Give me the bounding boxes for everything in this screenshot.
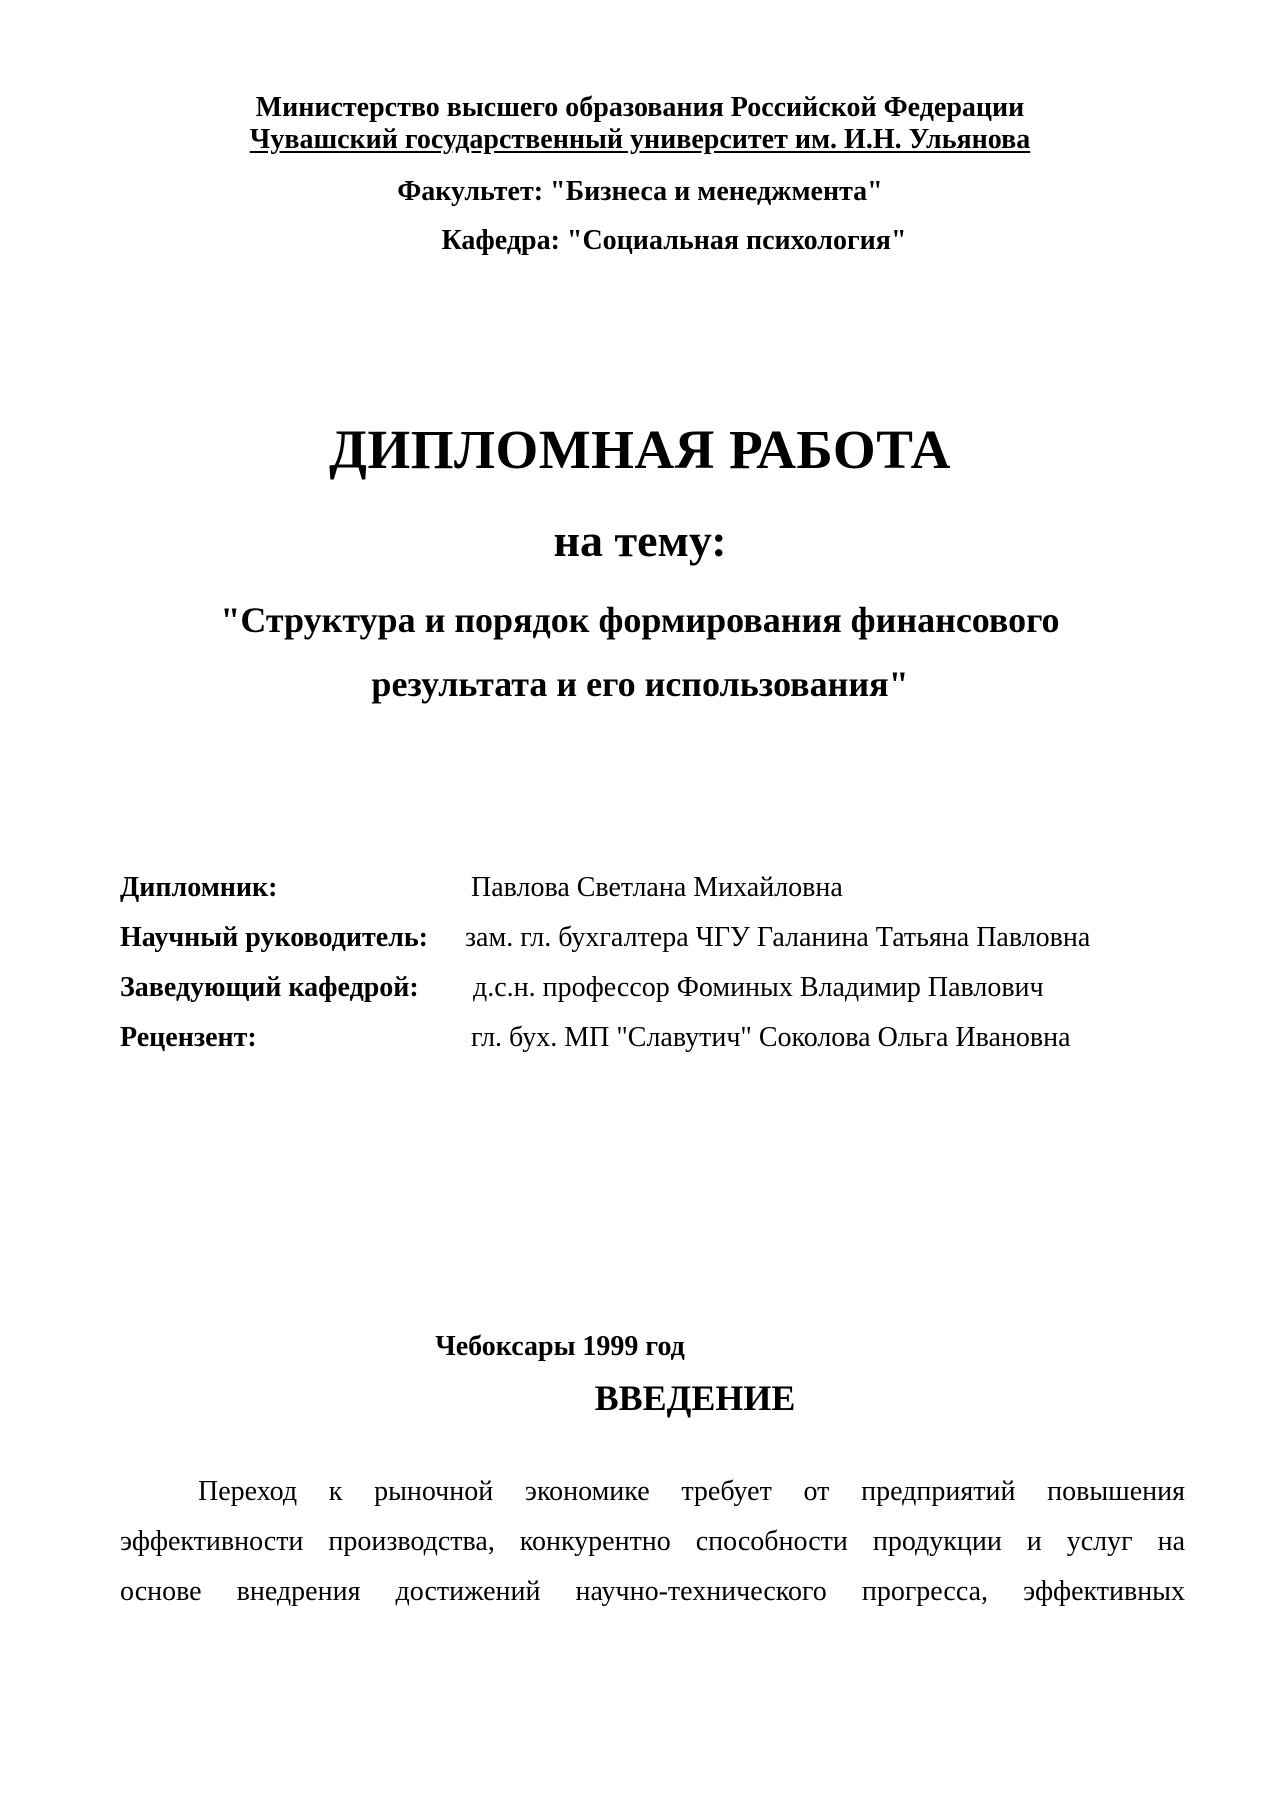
role-value-reviewer: гл. бух. МП "Славутич" Соколова Ольга Ивановна [471, 1022, 1071, 1053]
department-name: Кафедра: "Социальная психология" [441, 225, 907, 256]
introduction-line-2: эффективности производства, конкурентно способности продукции и услуг на [120, 1526, 1185, 1557]
city-and-year: Чебоксары 1999 год [435, 1331, 685, 1362]
role-label-reviewer: Рецензент: [120, 1022, 257, 1053]
document-title: ДИПЛОМНАЯ РАБОТА [329, 419, 951, 480]
role-label-graduate: Дипломник: [120, 872, 278, 903]
role-value-graduate: Павлова Светлана Михайловна [471, 872, 843, 903]
document-subtitle: на тему: [553, 515, 727, 566]
introduction-line-3: основе внедрения достижений научно-технического прогресса, эффективных [120, 1576, 1185, 1607]
role-label-supervisor: Научный руководитель: [120, 922, 428, 953]
introduction-line-1: Переход к рыночной экономике требует от предприятий повышения [198, 1476, 1185, 1507]
role-value-supervisor: зам. гл. бухгалтера ЧГУ Галанина Татьяна Павловна [465, 922, 1091, 953]
introduction-heading: ВВЕДЕНИЕ [594, 1378, 796, 1418]
role-label-department-head: Заведующий кафедрой: [120, 972, 419, 1003]
university-name: Чувашский государственный университет им. И.Н. Ульянова [249, 124, 1031, 155]
ministry-name: Министерство высшего образования Российской Федерации [255, 92, 1025, 123]
thesis-topic-line-1: "Структура и порядок формирования финансового [220, 600, 1060, 640]
faculty-name: Факультет: "Бизнеса и менеджмента" [397, 176, 883, 207]
thesis-topic-line-2: результата и его использования" [371, 664, 909, 704]
role-value-department-head: д.с.н. профессор Фоминых Владимир Павлович [473, 972, 1044, 1003]
